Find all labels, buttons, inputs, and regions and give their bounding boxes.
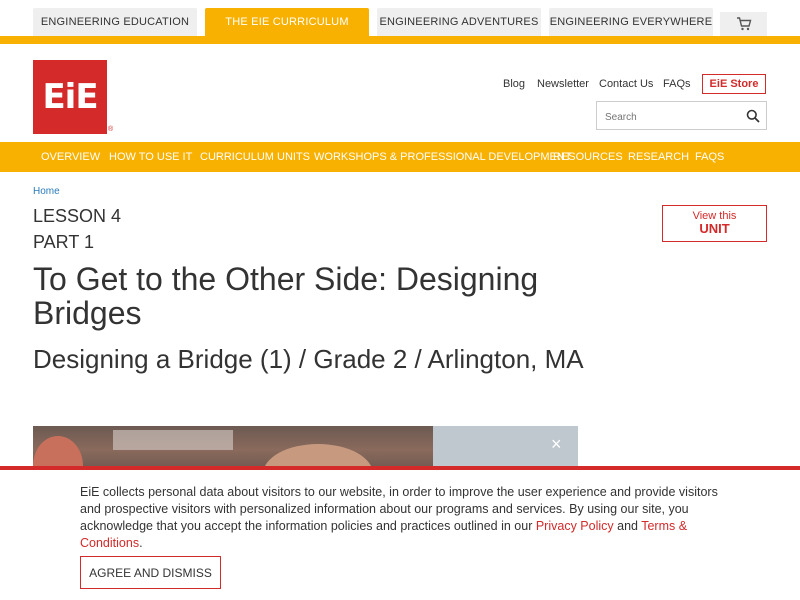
close-icon[interactable]: ×: [551, 434, 562, 454]
cookie-text-body: EiE collects personal data about visitors to our website, in order to improve the user experience and provide visitors and prospective visitors with personalized information about our programs and services. By using our site, you acknowledge that you accept the information policies and practices outlined in our: [80, 485, 718, 533]
view-unit-button[interactable]: [662, 205, 767, 242]
eie-store-button[interactable]: EiE Store: [702, 74, 766, 94]
tab-engineering-adventures[interactable]: ENGINEERING ADVENTURES: [377, 8, 541, 36]
page-title: To Get to the Other Side: Designing Bridges: [33, 261, 539, 331]
nav-curriculum-units[interactable]: CURRICULUM UNITS: [200, 151, 310, 163]
breadcrumb-home[interactable]: Home: [33, 186, 60, 197]
search-box: [596, 101, 767, 130]
search-input[interactable]: [603, 108, 747, 126]
video-frame-detail: [113, 430, 233, 450]
nav-research[interactable]: RESEARCH: [628, 151, 690, 163]
page-subtitle: Designing a Bridge (1) / Grade 2 / Arlington, MA: [33, 344, 584, 374]
registered-mark: ®: [108, 126, 114, 133]
cookie-text-and: and: [613, 519, 642, 533]
view-unit-line2: UNIT: [699, 221, 730, 236]
link-newsletter[interactable]: Newsletter: [537, 78, 589, 90]
view-unit-line1: View this: [692, 210, 737, 222]
link-blog[interactable]: Blog: [503, 78, 526, 90]
nav-how-to-use-it[interactable]: HOW TO USE IT: [109, 151, 193, 163]
nav-overview[interactable]: OVERVIEW: [41, 151, 101, 163]
link-faqs[interactable]: FAQs: [663, 78, 691, 90]
agree-dismiss-button[interactable]: AGREE AND DISMISS: [80, 556, 221, 589]
privacy-policy-link[interactable]: Privacy Policy: [535, 519, 614, 533]
nav-resources[interactable]: RESOURCES: [553, 151, 623, 163]
tab-engineering-everywhere[interactable]: ENGINEERING EVERYWHERE: [549, 8, 713, 36]
nav-workshops[interactable]: WORKSHOPS & PROFESSIONAL DEVELOPMENT: [314, 151, 572, 163]
part-label: PART 1: [33, 232, 95, 252]
link-contact-us[interactable]: Contact Us: [599, 78, 654, 90]
cookie-text: [80, 484, 720, 552]
tab-engineering-education[interactable]: ENGINEERING EDUCATION: [33, 8, 197, 36]
gold-strip: [0, 36, 800, 44]
cart-icon: [736, 17, 752, 31]
cookie-banner: [0, 466, 800, 600]
cookie-text-end: .: [139, 536, 143, 550]
terms-conditions-link[interactable]: Terms & Conditions: [80, 519, 688, 550]
eie-logo[interactable]: EiE: [33, 60, 107, 134]
tab-eie-curriculum[interactable]: THE EIE CURRICULUM: [205, 8, 369, 36]
lesson-label: LESSON 4: [33, 206, 122, 226]
main-nav: [0, 142, 800, 172]
nav-faqs[interactable]: FAQS: [695, 151, 725, 163]
cart-button[interactable]: [720, 12, 767, 36]
search-icon[interactable]: [746, 109, 760, 123]
